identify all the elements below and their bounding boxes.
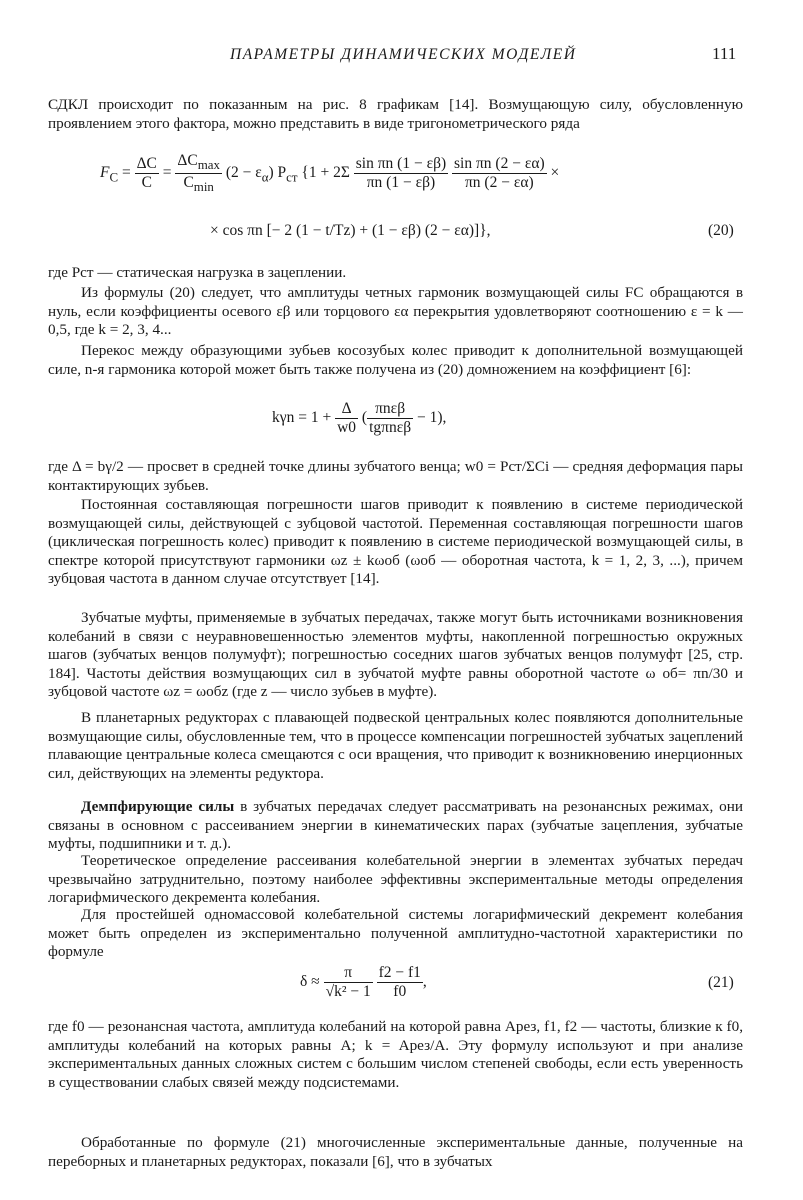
paragraph-delta: где Δ = bγ/2 — просвет в средней точке длины зубчатого венца; w0 = Pст/ΣCi — средняя деформация пары контактирующих зубьев. [48,458,743,494]
eq21-tail: , [422,973,427,991]
equation-20-number: (20) [708,222,734,239]
paragraph-harmonics: Из формулы (20) следует, что амплитуды четных гармоник возмущающей силы FC обращаются в нуль, если коэффициенты осевого εβ или торцового εα перекрытия удовлетворяют соотношению ε = k — 0,5, где k = 2, 3, 4... [48,284,743,339]
eq21-frac-2: $\frac{f2 - f1}{f0}$ [378,964,421,1000]
eq20-mid2: ) P [268,164,287,182]
page-number: 111 [712,44,737,63]
equation-21-number: (21) [708,974,734,991]
equation-k [272,400,446,437]
paragraph-couplings: Зубчатые муфты, применяемые в зубчатых передачах, также могут быть источниками возникновения колебаний в связи с неуравновешенностью элементов муфты, накопленной погрешностью окружных шагов (зубчатых венцов полумуфт); погрешностью соседних шагов зубчатых венцов полумуфт [25, стр. 184]. Частоты действия возмущающих сил в зубчатой муфте равны оборотной частоте ω об= πn/30 и зубцовой частоте ωz = ωобz (где z — число зубьев в муфте). [48,609,743,701]
eq21-lhs: δ ≈ [300,973,320,991]
paragraph-pitch-error: Постоянная составляющая погрешности шагов приводит к появлению в системе периодической возмущающей силы, действующей с зубцовой частотой. Переменная составляющая погрешности шагов (циклическая погрешность колес) приводит к появлению в системе периодической возмущающей силы, в спектре которой присутствуют гармоники ωz ± kωоб (ωоб — оборотная частота, k = 1, 2, 3, ...), причем зубцовая частота в данном случае отсутствует [14]. [48,496,743,588]
paragraph-processed: Обработанные по формуле (21) многочисленные экспериментальные данные, полученные на переборных и планетарных редукторах, показали [6], что в зубчатых [48,1134,743,1170]
equation-20-line2: × cos πn [− 2 (1 − t/Tz) + (1 − εβ) (2 − εα)]}, [210,222,491,239]
running-header: ПАРАМЕТРЫ ДИНАМИЧЕСКИХ МОДЕЛЕЙ [230,46,577,63]
eq20-frac-4: $\frac{\text{sin πn (2 − εα)}}{\pi n (2 - \varepsilon\alpha)}$ [454,155,545,192]
eq20-mid1-sub: α [261,169,269,185]
paragraph-damping: Демпфирующие силы в зубчатых передачах следует рассматривать на резонансных режимах, они связаны в основном с рассеиванием энергии в кинематических парах (зубчатые зацепления, зубчатые муфты, подшипники и т. д.). [48,798,744,853]
paragraph-planetary: В планетарных редукторах с плавающей подвеской центральных колес появляются дополнительные возмущающие силы, обусловленные тем, что в процессе компенсации погрешностей зубчатых зацеплений плавающие центральные колеса смещаются с оси вращения, что приводит к возникновению инерционных сил, действующих на элементы редуктора. [48,709,743,782]
eq21-frac-1: $\frac{\pi}{\text{√k² − 1}}$ [325,964,371,1000]
eq20-lhs-sub: C [109,169,119,185]
eq20-times: × [550,164,560,182]
eq20-frac-2: $\frac{\Delta C_{max}}{C_{min}}$ [177,152,220,195]
eq20-mid1: (2 − ε [225,164,262,182]
paragraph-single-mass: Для простейшей одномассовой колебательной системы логарифмический декремент колебания может быть определен из экспериментально полученной амплитудно-частотной характеристики по формуле [48,906,743,961]
paragraph-theory: Теоретическое определение рассеивания колебательной энергии в элементах зубчатых передач чрезвычайно затруднительно, поэтому наиболее эффективны экспериментальные методы определения логарифмического декремента колебания. [48,852,743,907]
paragraph-pst: где Pст — статическая нагрузка в зацеплении. [48,264,347,281]
eq-k-frac-2: $\frac{\text{πnεβ}}{\text{tgπnεβ}}$ [369,400,412,436]
paragraph-intro: СДКЛ происходит по показанным на рис. 8 графикам [14]. Возмущающую силу, обусловленную проявлением этого фактора, можно представить в виде тригонометрического ряда [48,96,743,132]
eq20-mid2-sub: ст [286,169,298,185]
paragraph-skew: Перекос между образующими зубьев косозубых колес приводит к дополнительной возмущающей силе, n-я гармоника которой может быть также получена из (20) домножением на коэффициент [6]: [48,342,743,378]
eq-k-lhs: kγn = 1 + [272,409,332,427]
equation-21 [300,964,427,1001]
equation-20-line1: $F_C$ = $\frac{\Delta C}{C}$ = $\frac{\Delta C_{max}}{C_{min}}$ $(2 - \varepsilon_\alpha)$ $P_{ст}$ {1 + 2Σ $\frac{\text{sin πn (1 − εβ)}}{\pi n (1 - \varepsilon\beta)}$ $\frac{\text{sin πn (2 − εα)}}{\pi n (2 - \varepsilon\alpha)}$ × [100,152,560,195]
eq-k-paren: ( [361,409,368,427]
eq-k-frac-1: $\frac{\Delta}{w0}$ [337,400,357,436]
eq20-frac-1: $\frac{\Delta C}{C}$ [136,155,157,192]
paragraph-resonance: где f0 — резонансная частота, амплитуда колебаний на которой равна Aрез, f1, f2 — частоты, близкие к f0, амплитуды колебаний на которых равны A; k = Aрез/A. Эту формулу используют и при анализе экспериментальных данных сложных систем с большим числом степеней свободы, если есть уверенность в существовании слабых связей между подсистемами. [48,1018,743,1091]
eq20-lhs: F [100,164,110,182]
damping-term: Демпфирующие силы [81,798,235,815]
eq20-frac-3: $\frac{\text{sin πn (1 − εβ)}}{\pi n (1 - \varepsilon\beta)}$ [355,155,447,192]
eq-k-tail: − 1), [417,409,447,427]
eq20-brace: {1 + 2Σ [301,164,350,182]
